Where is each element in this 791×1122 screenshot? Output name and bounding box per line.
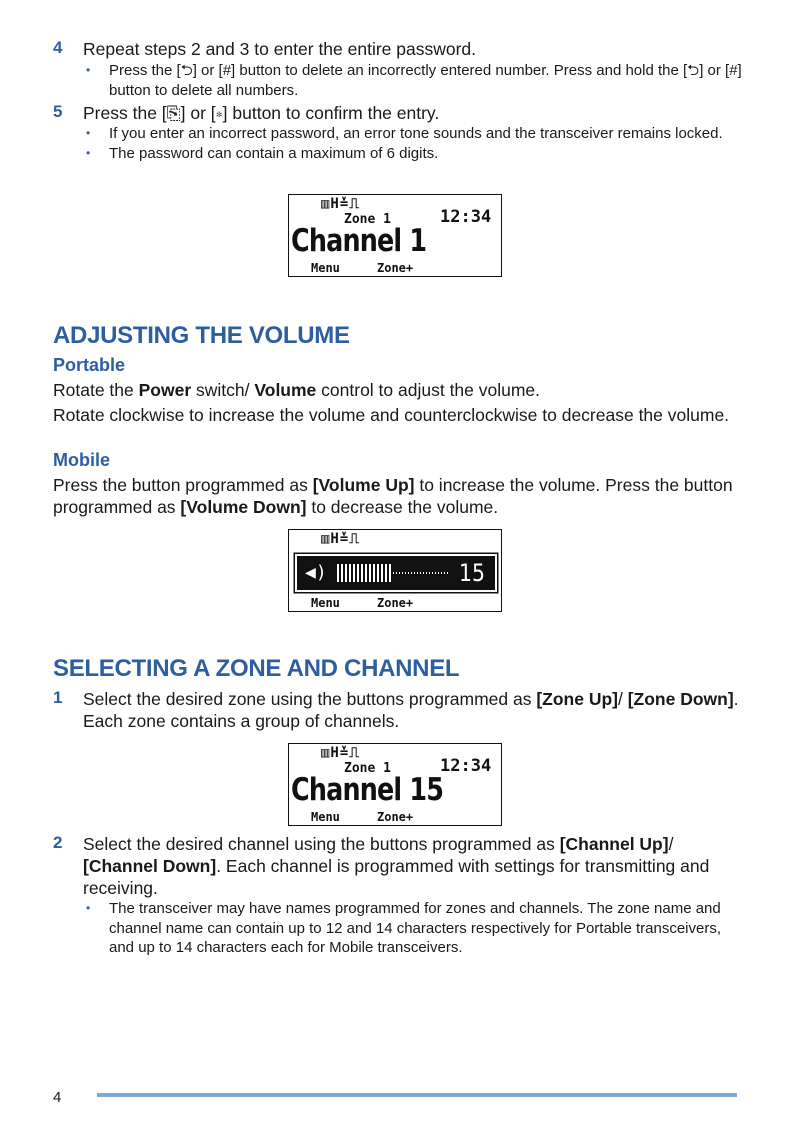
status-icons: ▥H≚⎍ — [321, 745, 361, 761]
clock: 12:34 — [440, 756, 492, 776]
zone-label: Zone 1 — [344, 212, 391, 227]
speaker-icon: ◀) — [305, 562, 327, 583]
portable-paragraph-1: Rotate the Power switch/ Volume control to adjust the volume. — [53, 380, 541, 400]
step-number: 1 — [53, 688, 63, 707]
lcd-display-channel-1 — [288, 194, 502, 277]
step-5 — [53, 102, 743, 124]
bullet-item: • If you enter an incorrect password, an error tone sounds and the transceiver remains locked. — [86, 125, 723, 142]
step-number: 4 — [53, 38, 63, 57]
status-icons: ▥H≚⎍ — [321, 196, 361, 212]
section-heading-volume: ADJUSTING THE VOLUME — [53, 322, 350, 349]
step-text: Select the desired channel using the buttons programmed as [Channel Up]/ [Channel Down]. Each channel is programmed with settings for transmitting and receiving. — [83, 834, 710, 898]
subheading-mobile: Mobile — [53, 450, 110, 470]
page-number: 4 — [53, 1089, 62, 1106]
clock: 12:34 — [440, 207, 492, 227]
zone-plus-softkey: Zone+ — [377, 596, 414, 610]
zone-plus-softkey: Zone+ — [377, 810, 414, 824]
volume-level-value: 15 — [459, 559, 485, 587]
zone-step-2-bullets — [83, 899, 743, 958]
menu-softkey: Menu — [311, 596, 340, 610]
menu-softkey: Menu — [311, 810, 340, 824]
zone-step-1 — [53, 688, 743, 732]
section-heading-zone-channel: SELECTING A ZONE AND CHANNEL — [53, 655, 460, 682]
step-5-bullets — [83, 124, 743, 163]
subheading-portable: Portable — [53, 355, 126, 375]
zone-label: Zone 1 — [344, 761, 391, 776]
volume-level-bar — [337, 564, 391, 582]
step-text: Select the desired zone using the buttons programmed as [Zone Up]/ [Zone Down]. Each zone contains a group of channels. — [83, 689, 739, 731]
volume-remaining-bar — [393, 572, 449, 574]
lcd-display-channel-15 — [288, 743, 502, 826]
step-number: 5 — [53, 102, 63, 121]
lcd-display-volume — [288, 529, 502, 612]
zone-step-2 — [53, 833, 743, 899]
step-number: 2 — [53, 833, 63, 852]
channel-name: Channel 1 — [291, 223, 427, 259]
bullet-item: • The transceiver may have names programmed for zones and channels. The zone name and channel name can contain up to 12 and 14 characters respectively for Portable transceivers, and up to 14 characters each for Mobile transceivers. — [86, 900, 722, 956]
portable-paragraph-2: Rotate clockwise to increase the volume and counterclockwise to decrease the volume. — [53, 405, 730, 425]
channel-name: Channel 15 — [291, 772, 444, 808]
step-4 — [53, 38, 743, 60]
menu-softkey: Menu — [311, 261, 340, 275]
mobile-paragraph: Press the button programmed as [Volume Up] to increase the volume. Press the button programmed as [Volume Down] to decrease the volume. — [53, 475, 733, 517]
status-icons: ▥H≚⎍ — [321, 531, 361, 547]
zone-plus-softkey: Zone+ — [377, 261, 414, 275]
volume-popup — [295, 554, 497, 592]
bullet-item: • Press the [⮌] or [#] button to delete an incorrectly entered number. Press and hold the [⮌] or [#] button to delete all numbers. — [86, 62, 742, 99]
footer-rule — [97, 1093, 737, 1097]
step-text: Press the [⎘] or [∗] button to confirm the entry. — [83, 103, 440, 123]
bullet-item: • The password can contain a maximum of 6 digits. — [86, 144, 439, 162]
step-text: Repeat steps 2 and 3 to enter the entire password. — [83, 39, 477, 59]
step-4-bullets — [83, 61, 743, 100]
